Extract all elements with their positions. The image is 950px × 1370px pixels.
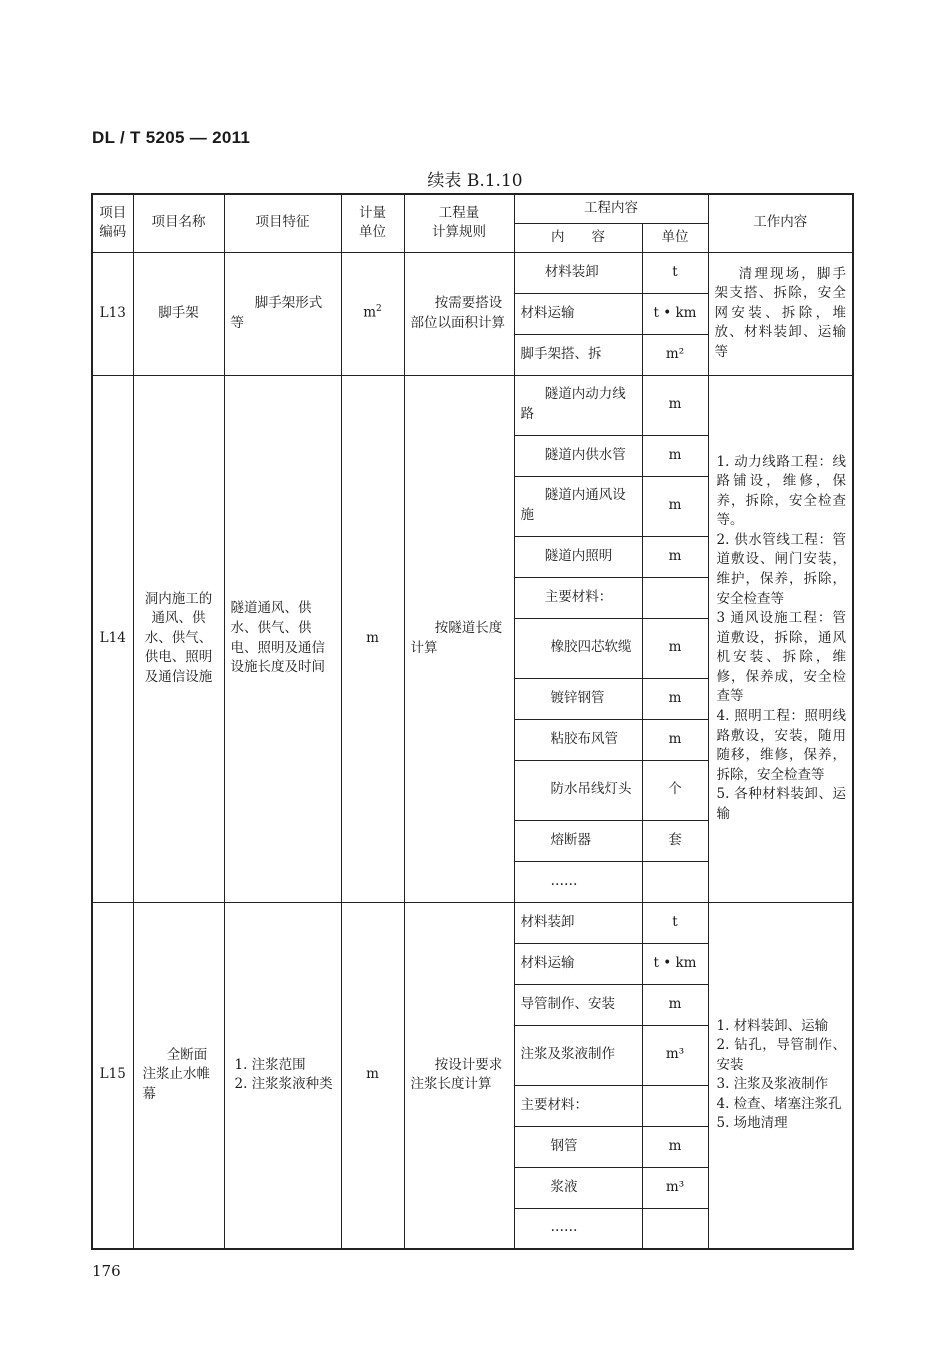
content-item: 熔断器 [514,820,642,861]
content-item: 材料运输 [514,943,642,984]
content-item: 材料装卸 [514,252,642,293]
content-unit: m³ [642,1025,708,1085]
content-item: …… [514,861,642,902]
content-item: 隧道内照明 [514,536,642,577]
content-unit [642,1208,708,1249]
row-work: 1. 动力线路工程：线路铺设，维修，保养，拆除，安全检查等。 2. 供水管线工程：管道敷设、闸门安装，维护，保养，拆除，安全检查等 3 通风设施工程：管道敷设，拆除，通风机安装、拆除，维修，保养成，安全检查等 4. 照明工程：照明线路敷设，安装，随用随移，维修，保养，拆除，安全检查等 5. 各种材料装卸、运输 [708,375,853,902]
content-unit [642,577,708,618]
col-content-unit-header: 单位 [642,223,708,252]
col-content-group-header: 工程内容 [514,194,708,223]
content-item: 镀锌钢管 [514,678,642,719]
content-unit: t [642,252,708,293]
row-name: 洞内施工的通风、供水、供气、供电、照明及通信设施 [133,375,224,902]
row-feature: 脚手架形式等 [224,252,341,375]
content-item: 隧道内动力线路 [514,375,642,435]
row-name: 全断面注浆止水帷幕 [133,902,224,1249]
row-feature: 1. 注浆范围 2. 注浆浆液种类 [224,902,341,1249]
row-work: 1. 材料装卸、运输 2. 钻孔，导管制作、安装 3. 注浆及浆液制作 4. 检查、堵塞注浆孔 5. 场地清理 [708,902,853,1249]
content-item: 材料运输 [514,293,642,334]
content-unit: 个 [642,760,708,820]
content-unit: m [642,984,708,1025]
col-content-header: 内 容 [514,223,642,252]
table-row [92,375,853,435]
row-unit [341,252,404,375]
content-item: 注浆及浆液制作 [514,1025,642,1085]
table-row [92,902,853,943]
row-rule: 按需要搭设部位以面积计算 [404,252,514,375]
content-item: 主要材料： [514,1085,642,1126]
content-unit [642,1085,708,1126]
content-unit [642,861,708,902]
row-rule: 按设计要求注浆长度计算 [404,902,514,1249]
row-code: L15 [92,902,133,1249]
content-item: 钢管 [514,1126,642,1167]
content-unit: m [642,435,708,476]
content-item: 隧道内供水管 [514,435,642,476]
col-work-header: 工作内容 [708,194,853,252]
row-code: L14 [92,375,133,902]
row-work: 清理现场，脚手架支搭、拆除，安全网安装、拆除，堆放、材料装卸、运输等 [708,252,853,375]
standard-code: DL / T 5205 — 2011 [92,128,251,147]
row-rule: 按隧道长度计算 [404,375,514,902]
unit-exponent: 2 [376,304,382,315]
content-item: 防水吊线灯头 [514,760,642,820]
content-unit: m [642,719,708,760]
content-item: 主要材料： [514,577,642,618]
specification-table [91,193,854,1250]
page-number: 176 [92,1262,121,1280]
col-code-header: 项目 编码 [92,194,133,252]
col-feature-header: 项目特征 [224,194,341,252]
content-item: 材料装卸 [514,902,642,943]
content-item: 粘胶布风管 [514,719,642,760]
table-row [92,252,853,293]
content-unit: 套 [642,820,708,861]
content-unit: m [642,618,708,678]
col-name-header: 项目名称 [133,194,224,252]
row-feature: 隧道通风、供水、供气、供电、照明及通信设施长度及时间 [224,375,341,902]
table-title: 续表 B.1.10 [427,171,523,191]
content-unit: m [642,678,708,719]
row-name: 脚手架 [133,252,224,375]
content-item: 脚手架搭、拆 [514,334,642,375]
row-unit: m [341,375,404,902]
content-unit: m [642,476,708,536]
content-unit: t [642,902,708,943]
content-item: 隧道内通风设施 [514,476,642,536]
content-item: 橡胶四芯软缆 [514,618,642,678]
content-unit: m [642,536,708,577]
col-rule-header: 工程量 计算规则 [404,194,514,252]
col-unit-header: 计量 单位 [341,194,404,252]
content-unit: t • km [642,293,708,334]
row-code: L13 [92,252,133,375]
content-unit: t • km [642,943,708,984]
row-unit: m [341,902,404,1249]
content-unit: m² [642,334,708,375]
unit-base: m [363,304,377,321]
content-unit: m [642,375,708,435]
content-item: 浆液 [514,1167,642,1208]
content-item: …… [514,1208,642,1249]
content-unit: m³ [642,1167,708,1208]
content-unit: m [642,1126,708,1167]
content-item: 导管制作、安装 [514,984,642,1025]
